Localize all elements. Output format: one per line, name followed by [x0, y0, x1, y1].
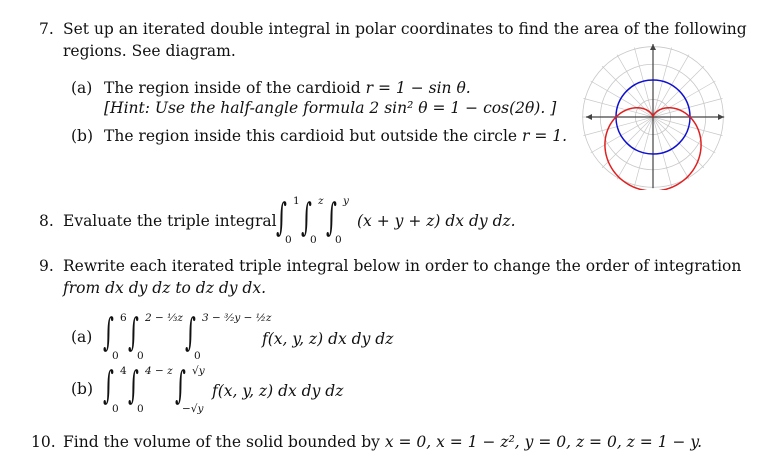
problem-9-number: 9. [39, 257, 54, 275]
problem-7-number: 7. [39, 20, 54, 38]
problem-7a-hint: [Hint: Use the half-angle formula 2 sin² θ = 1 − cos(2θ). ] [104, 99, 557, 117]
p9a-limit-2-top: 2 − ⅓z [145, 312, 183, 324]
p9a-integral-sign-2: ∫ [128, 310, 139, 354]
p9a-integrand: f(x, y, z) dx dy dz [262, 330, 394, 348]
problem-7a-math: r = 1 − sin θ. [365, 79, 471, 97]
grid-ray [653, 117, 723, 136]
p9b-limit-1-top: 4 [120, 365, 127, 377]
polar-diagram [582, 40, 728, 190]
p9b-integrand: f(x, y, z) dx dy dz [212, 382, 344, 400]
grid-ray [653, 117, 689, 179]
p8-limit-3-bottom: 0 [335, 234, 342, 246]
grid-ray [583, 117, 653, 136]
p9b-limit-2-bottom: 0 [137, 403, 144, 415]
integral-sign-3: ∫ [326, 195, 337, 239]
problem-10-text [63, 432, 702, 452]
p9b-integral-sign-2: ∫ [128, 363, 139, 407]
p8-limit-2-bottom: 0 [310, 234, 317, 246]
p9b-limit-1-bottom: 0 [112, 403, 119, 415]
problem-7a-words: The region inside of the cardioid [104, 79, 361, 97]
problem-9-line2: from dx dy dz to dz dy dx. [63, 279, 267, 297]
problem-7a-text [104, 78, 471, 98]
problem-10-words: Find the volume of the solid bounded by [63, 433, 380, 451]
p9a-limit-3-bottom: 0 [194, 350, 201, 362]
grid-ray [634, 117, 653, 187]
integral-sign-2: ∫ [301, 195, 312, 239]
p9a-limit-2-bottom: 0 [137, 350, 144, 362]
p8-limit-1-bottom: 0 [285, 234, 292, 246]
p9a-limit-3-top: 3 − ³⁄₂y − ½z [202, 312, 272, 324]
grid-ray [617, 117, 653, 179]
problem-7-line2: regions. See diagram. [63, 42, 236, 60]
integral-sign-1: ∫ [276, 195, 287, 239]
problem-9b-label: (b) [71, 380, 94, 398]
grid-ray [653, 117, 672, 187]
p9b-limit-3-bottom: −√y [182, 403, 204, 415]
p9b-integral-sign-3: ∫ [175, 363, 186, 407]
grid-ray [653, 47, 672, 117]
grid-ray [591, 117, 653, 153]
problem-8-text: Evaluate the triple integral [63, 212, 277, 230]
p9a-limit-1-top: 6 [120, 312, 127, 324]
p9b-limit-2-top: 4 − z [145, 365, 173, 377]
p8-integrand: (x + y + z) dx dy dz. [357, 212, 516, 230]
problem-8-number: 8. [39, 212, 54, 230]
p8-limit-1-top: 1 [293, 195, 300, 207]
p9b-integral-sign-1: ∫ [103, 363, 114, 407]
problem-7b-words: The region inside this cardioid but outside the circle [104, 127, 518, 145]
problem-10-math: x = 0, x = 1 − z², y = 0, z = 0, z = 1 − y. [384, 433, 703, 451]
p8-limit-2-top: z [318, 195, 324, 207]
p9a-integral-sign-1: ∫ [103, 310, 114, 354]
p8-limit-3-top: y [343, 195, 349, 207]
problem-9a-label: (a) [71, 328, 93, 346]
problem-7-line1: Set up an iterated double integral in polar coordinates to find the area of the following [63, 20, 747, 38]
problem-7b-text [104, 126, 567, 146]
problem-9-line1: Rewrite each iterated triple integral below in order to change the order of integration [63, 257, 742, 275]
problem-7b-label: (b) [71, 127, 94, 145]
p9a-limit-1-bottom: 0 [112, 350, 119, 362]
x-axis-left-arrow-icon [586, 114, 592, 120]
problem-7a-label: (a) [71, 79, 93, 97]
p9a-integral-sign-3: ∫ [185, 310, 196, 354]
grid-ray [653, 117, 715, 153]
grid-ray [634, 47, 653, 117]
problem-10-number: 10. [31, 433, 56, 451]
problem-7b-math: r = 1. [522, 127, 568, 145]
p9b-limit-3-top: √y [192, 365, 205, 377]
